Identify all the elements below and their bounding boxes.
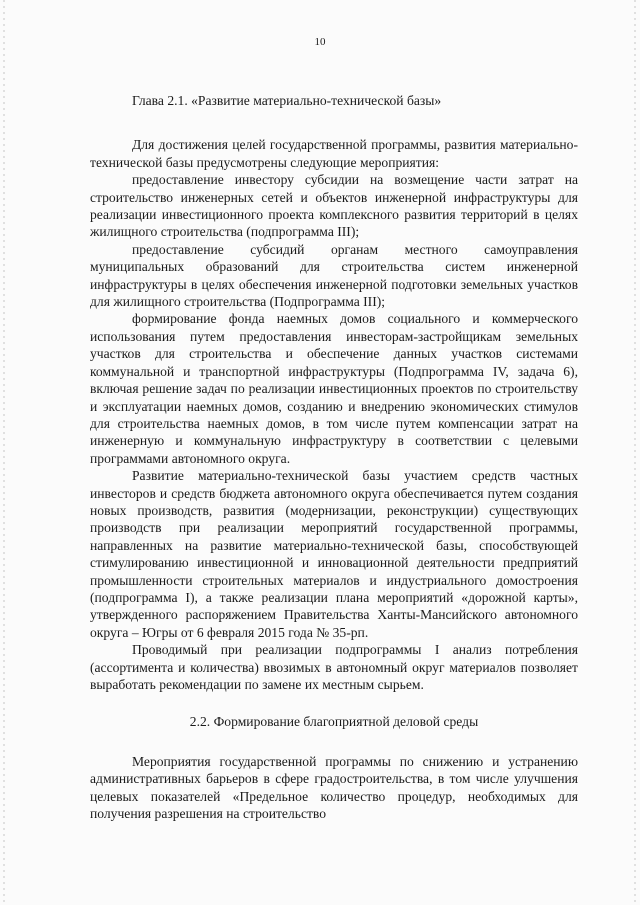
scan-edge-right [634,0,636,905]
paragraph-development: Развитие материально-технической базы участием средств частных инвесторов и средств бюджета автономного округа обеспечивается путем создания новых производств, развития (модернизации, реконструкции) существующих производств при реализации мероприятий государственной программы, направленных на развитие материально-технической базы, способствующей стимулированию инвестиционной и инновационной деятельности предприятий промышленности строительных материалов и индустриального домостроения (подпрограмма I), а также реализации плана мероприятий «дорожной карты», утвержденного распоряжением Правительства Ханты-Мансийского автономного округа – Югры от 6 февраля 2015 года № 35-рп. [90,468,578,640]
chapter-heading: Глава 2.1. «Развитие материально-технической базы» [132,93,442,108]
document-body [90,92,578,822]
scan-edge-left [3,0,5,905]
paragraph-analysis: Проводимый при реализации подпрограммы I анализ потребления (ассортимента и количества) ввозимых в автономный округ материалов позволяет выработать рекомендации по замене их местным сырьем. [90,642,578,692]
paragraph-item-2: предоставление субсидий органам местного самоуправления муниципальных образований для строительства систем инженерной инфраструктуры в целях обеспечения инженерной подготовки земельных участков для жилищного строительства (Подпрограмма III); [90,241,578,310]
paragraph-item-1: предоставление инвестору субсидии на возмещение части затрат на строительство инженерных сетей и объектов инженерной инфраструктуры для реализации инвестиционного проекта комплексного развития территорий в целях жилищного строительства (подпрограмма III); [90,172,578,240]
page-number: 10 [314,36,326,48]
paragraph-item-3: формирование фонда наемных домов социального и коммерческого использования путем предоставления инвесторам-застройщикам земельных участков для строительства и обеспечение данных участков системами коммунальной и транспортной инфраструктуры (Подпрограмма IV, задача 6), включая решение задач по реализации инвестиционных проектов по строительству и эксплуатации наемных домов, созданию и внедрению экономических стимулов для строительства наемных домов, в том числе путем компенсации затрат на инженерную и коммунальную инфраструктуру в соответствии с целевыми программами автономного округа. [90,311,578,466]
section-heading: 2.2. Формирование благоприятной деловой среды [189,714,479,730]
paragraph-intro: Для достижения целей государственной программы, развития материально-технической базы предусмотрены следующие мероприятия: [90,137,578,170]
paragraph-section: Мероприятия государственной программы по снижению и устранению административных барьеров в сфере градостроительства, в том числе улучшения целевых показателей «Предельное количество процедур, необходимых для получения разрешения на строительство [90,753,578,822]
